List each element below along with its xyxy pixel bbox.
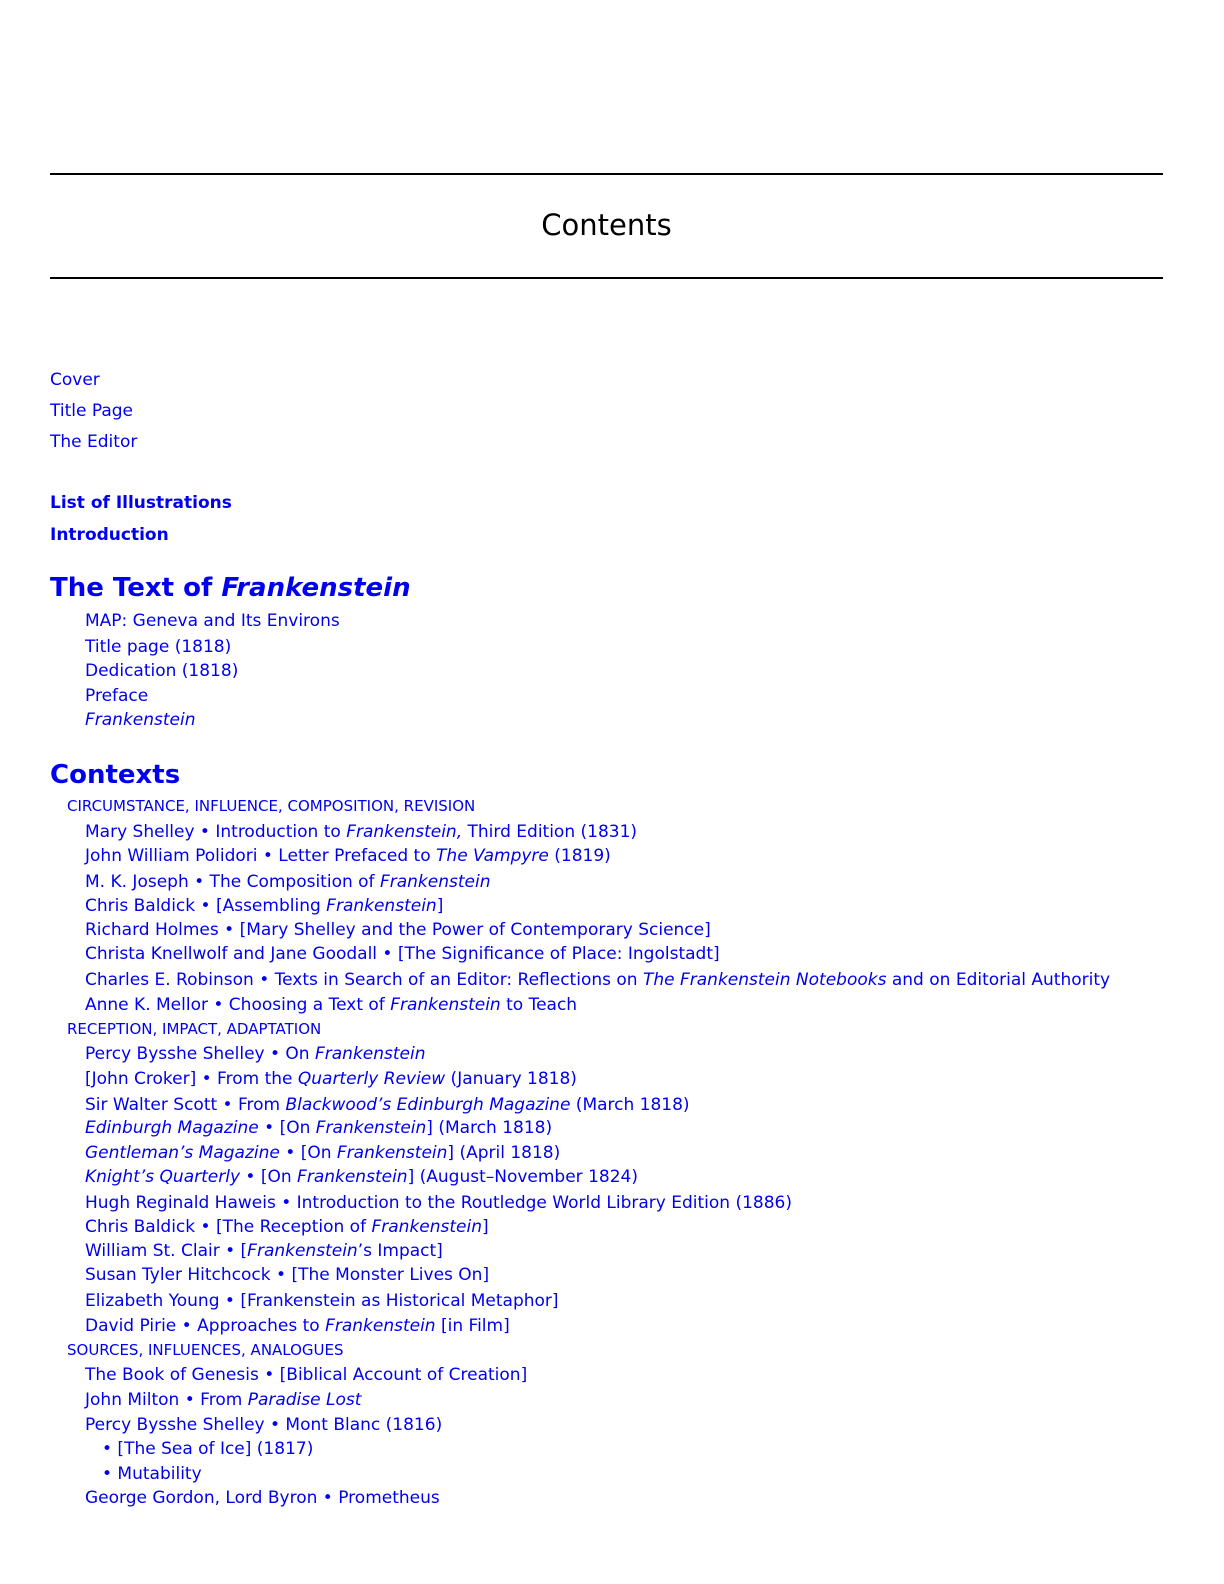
toc-entry[interactable]: [John Croker] • From the Quarterly Review (January 1818) — [85, 1069, 577, 1089]
toc-entry[interactable]: Frankenstein — [85, 710, 196, 730]
toc-entry[interactable]: John Milton • From Paradise Lost — [85, 1390, 362, 1410]
toc-entry[interactable]: Gentleman’s Magazine • [On Frankenstein] (April 1818) — [85, 1143, 561, 1163]
toc-entry[interactable]: Christa Knellwolf and Jane Goodall • [The Significance of Place: Ingolstadt] — [85, 944, 720, 964]
toc-entry[interactable]: Chris Baldick • [The Reception of Frankenstein] — [85, 1217, 489, 1237]
toc-entry[interactable]: David Pirie • Approaches to Frankenstein [in Film] — [85, 1316, 510, 1336]
toc-entry[interactable]: • Mutability — [102, 1464, 202, 1484]
toc-subheading[interactable]: RECEPTION, IMPACT, ADAPTATION — [67, 1020, 322, 1038]
toc-entry[interactable]: M. K. Joseph • The Composition of Frankenstein — [85, 872, 491, 892]
toc-subheading[interactable]: SOURCES, INFLUENCES, ANALOGUES — [67, 1341, 344, 1359]
toc-subheading[interactable]: CIRCUMSTANCE, INFLUENCE, COMPOSITION, REVISION — [67, 797, 476, 815]
toc-entry[interactable]: Title page (1818) — [85, 637, 232, 657]
toc-link-list-of-illustrations[interactable]: List of Illustrations — [50, 493, 232, 513]
toc-entry[interactable]: Charles E. Robinson • Texts in Search of an Editor: Reflections on The Frankenstein Notebooks and on Editorial Authority — [85, 970, 1111, 990]
toc-entry[interactable]: Edinburgh Magazine • [On Frankenstein] (March 1818) — [85, 1118, 553, 1138]
toc-entry[interactable]: Richard Holmes • [Mary Shelley and the Power of Contemporary Science] — [85, 920, 711, 940]
toc-link-cover[interactable]: Cover — [50, 370, 100, 390]
toc-entry[interactable]: George Gordon, Lord Byron • Prometheus — [85, 1488, 440, 1508]
toc-entry[interactable]: Susan Tyler Hitchcock • [The Monster Lives On] — [85, 1265, 490, 1285]
toc-entry[interactable]: Percy Bysshe Shelley • On Frankenstein — [85, 1044, 426, 1064]
toc-entry[interactable]: Anne K. Mellor • Choosing a Text of Frankenstein to Teach — [85, 995, 578, 1015]
toc-entry[interactable]: Chris Baldick • [Assembling Frankenstein] — [85, 896, 444, 916]
toc-entry[interactable]: Knight’s Quarterly • [On Frankenstein] (August–November 1824) — [85, 1167, 638, 1187]
toc-entry[interactable]: Preface — [85, 686, 149, 706]
toc-entry[interactable]: MAP: Geneva and Its Environs — [85, 611, 340, 631]
toc-entry[interactable]: The Book of Genesis • [Biblical Account of Creation] — [85, 1365, 528, 1385]
toc-entry[interactable]: Sir Walter Scott • From Blackwood’s Edinburgh Magazine (March 1818) — [85, 1095, 690, 1115]
toc-entry[interactable]: • [The Sea of Ice] (1817) — [102, 1439, 314, 1459]
toc-entry[interactable]: Mary Shelley • Introduction to Frankenstein, Third Edition (1831) — [85, 822, 638, 842]
toc-entry[interactable]: Percy Bysshe Shelley • Mont Blanc (1816) — [85, 1415, 443, 1435]
toc-link-editor[interactable]: The Editor — [50, 432, 138, 452]
top-rule — [50, 173, 1163, 175]
toc-link-introduction[interactable]: Introduction — [50, 525, 169, 545]
section-heading-contexts[interactable]: Contexts — [50, 760, 181, 790]
page-title: Contents — [541, 208, 672, 242]
toc-entry[interactable]: William St. Clair • [Frankenstein’s Impact] — [85, 1241, 443, 1261]
toc-entry[interactable]: Dedication (1818) — [85, 661, 239, 681]
section-heading-text[interactable]: The Text of Frankenstein — [50, 573, 411, 603]
toc-entry[interactable]: Hugh Reginald Haweis • Introduction to the Routledge World Library Edition (1886) — [85, 1193, 792, 1213]
bottom-rule — [50, 277, 1163, 279]
toc-link-title-page[interactable]: Title Page — [50, 401, 133, 421]
toc-entry[interactable]: John William Polidori • Letter Prefaced to The Vampyre (1819) — [85, 846, 611, 866]
toc-entry[interactable]: Elizabeth Young • [Frankenstein as Historical Metaphor] — [85, 1291, 559, 1311]
